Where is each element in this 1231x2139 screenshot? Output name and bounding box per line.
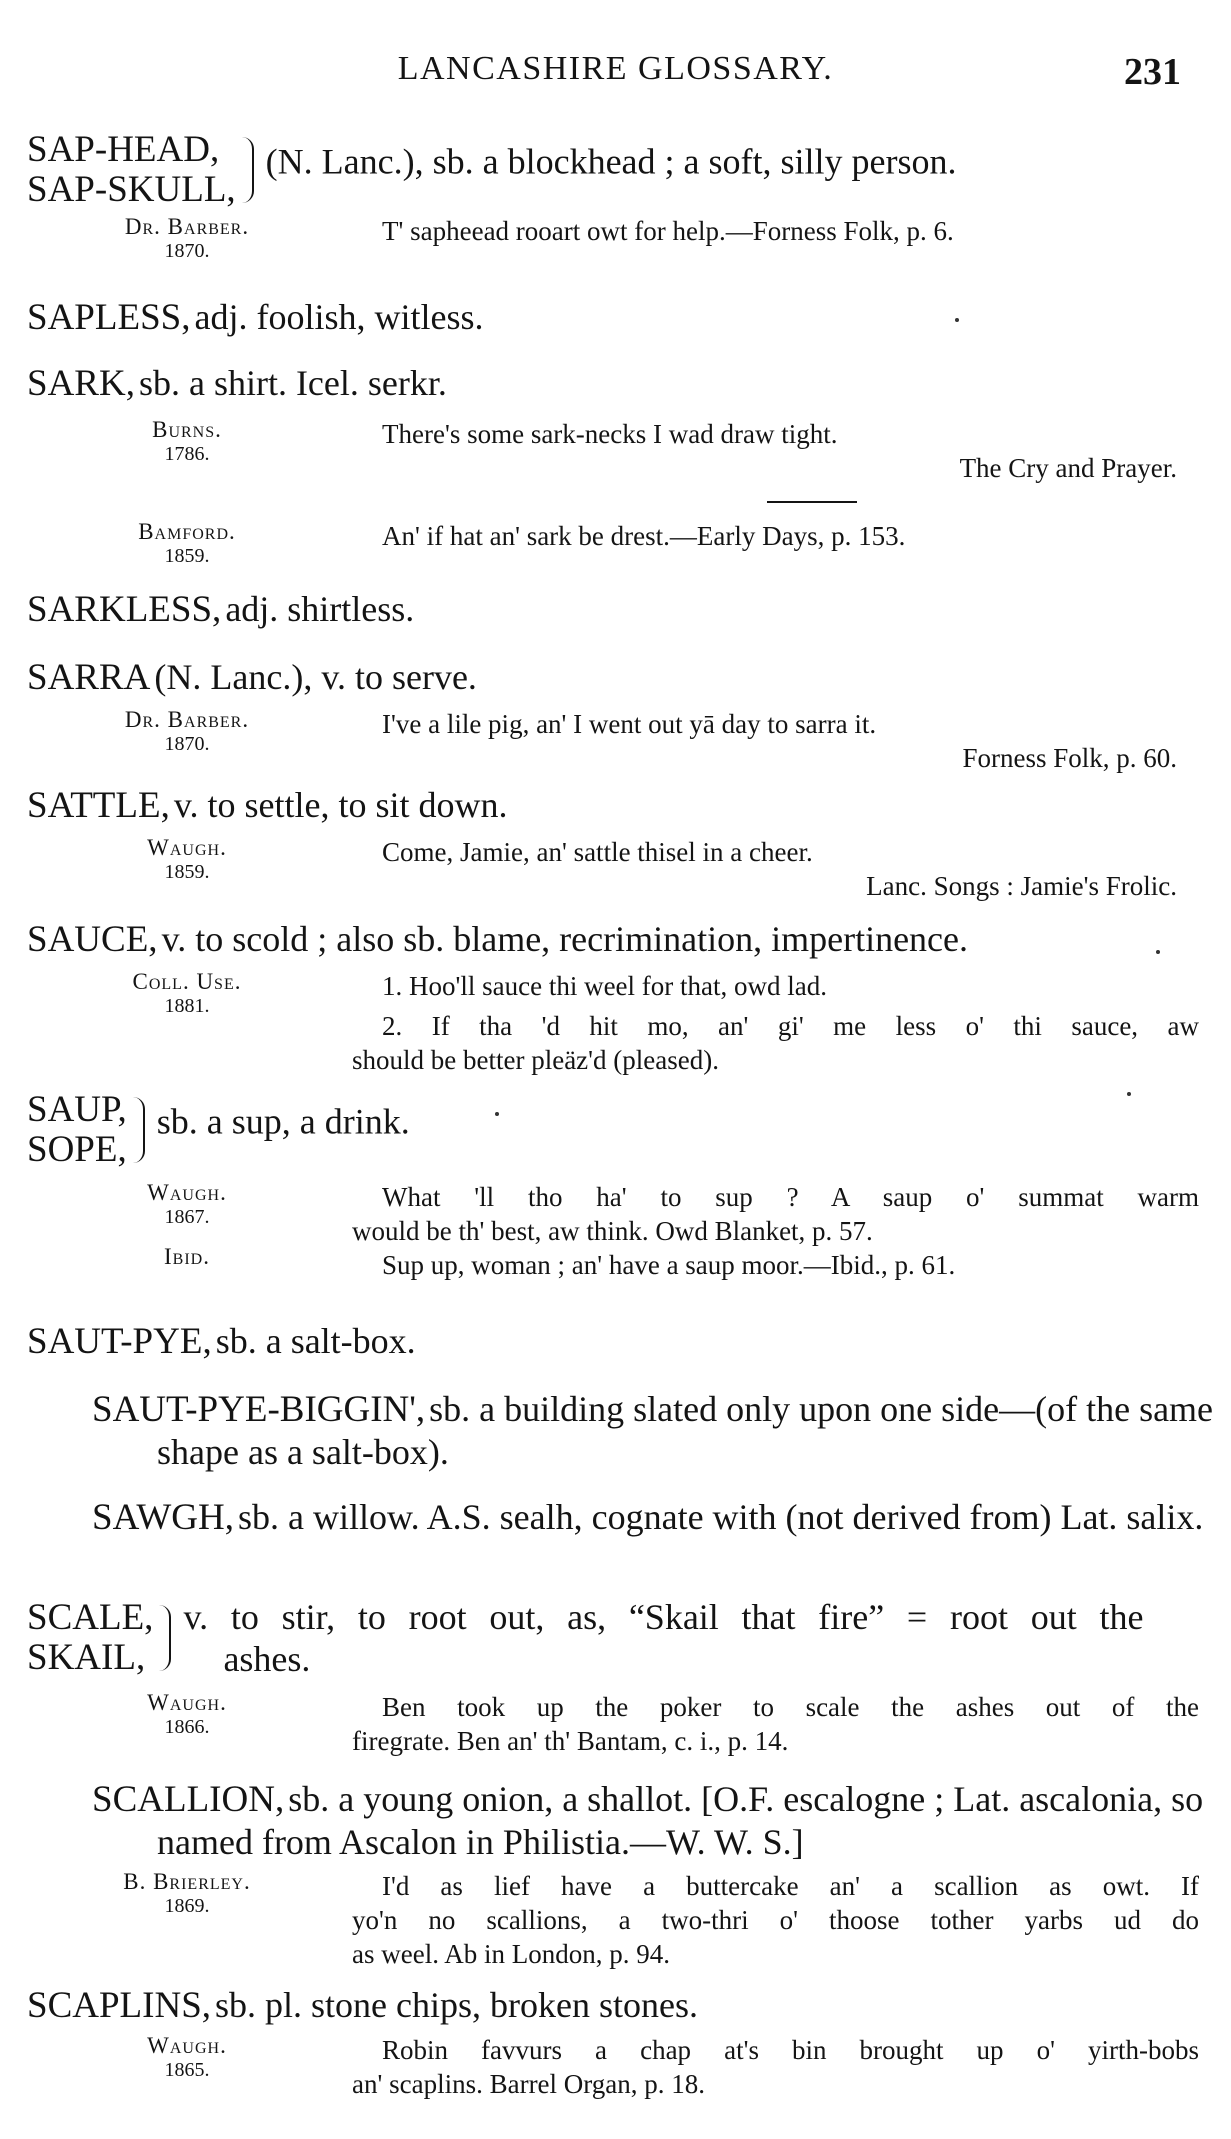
- citation-quote: [352, 1180, 1199, 1282]
- citation-source: [87, 1869, 287, 1917]
- definition: sb. pl. stone chips, broken stones.: [215, 1985, 698, 2025]
- entry-sauce: [27, 918, 1199, 1077]
- print-speck: [495, 1112, 499, 1116]
- definition: sb. a shirt. Icel. serkr.: [138, 363, 447, 403]
- definition: sb. a building slated only upon one side—(of the same shape as a salt-box).: [157, 1389, 1214, 1472]
- headword-group: [27, 130, 236, 210]
- definition: adj. foolish, witless.: [194, 297, 484, 337]
- headword: SCALE,: [27, 1597, 154, 1638]
- definition: sb. a salt-box.: [215, 1321, 416, 1361]
- citation-author: Bamford.: [138, 519, 236, 544]
- quote-text: firegrate. Ben an' th' Bantam, c. i., p. 14.: [352, 1726, 789, 1756]
- citation-source: [87, 1180, 287, 1228]
- quote-source: Forness Folk, p. 60.: [962, 743, 1177, 773]
- definition: sb. a young onion, a shallot. [O.F. escalogne ; Lat. ascalonia, so named from Ascalon in Philistia.—W. W. S.]: [157, 1779, 1204, 1862]
- citation-year: 1859.: [164, 861, 210, 883]
- headword: SARK,: [27, 363, 135, 404]
- headword: SCAPLINS,: [27, 1985, 212, 2026]
- citation-author: Waugh.: [147, 835, 227, 860]
- quote-text: Sup up, woman ; an' have a saup moor.—Ibid., p. 61.: [382, 1250, 956, 1280]
- citation-year: 1870.: [164, 733, 210, 755]
- definition: sb. a sup, a drink.: [156, 1101, 410, 1142]
- definition: ashes.: [223, 1639, 311, 1679]
- citation-author: Waugh.: [147, 2033, 227, 2058]
- entry-saup: [27, 1090, 1199, 1282]
- running-head: [0, 50, 1231, 100]
- citation-author: Ibid.: [164, 1244, 210, 1269]
- quote-text: as weel. Ab in London, p. 94.: [352, 1939, 670, 1969]
- citation: [27, 519, 1199, 575]
- quote-source: The Cry and Prayer.: [959, 453, 1177, 483]
- headword: SOPE,: [27, 1129, 127, 1170]
- citation-quote: T' sapheead rooart owt for help.—Forness Folk, p. 6.: [382, 216, 954, 246]
- citation-year: 1870.: [164, 240, 210, 262]
- entry-sarkless: [27, 588, 1199, 631]
- citation-year: 1866.: [164, 1716, 210, 1738]
- citation-author: Dr. Barber.: [124, 214, 250, 239]
- brace: [133, 1097, 145, 1163]
- quote-text: should be better pleäz'd (pleased).: [352, 1045, 719, 1075]
- citation-source: [87, 1690, 287, 1738]
- entry-sawgh: [92, 1496, 1231, 1539]
- citation-source: [87, 417, 287, 465]
- citation: [27, 969, 1199, 1077]
- entry-sap-head: [27, 130, 1199, 270]
- print-speck: [1156, 950, 1160, 954]
- headword: SATTLE,: [27, 785, 170, 826]
- headword-group: [27, 1598, 153, 1678]
- headword: SAUT-PYE,: [27, 1321, 212, 1362]
- quote-text: would be th' best, aw think. Owd Blanket, p. 57.: [352, 1216, 873, 1246]
- citation-author: Coll. Use.: [132, 969, 242, 994]
- definition: v. to stir, to root out, as, “Skail that fire” = root out the: [183, 1597, 1144, 1637]
- citation-source: [87, 214, 287, 262]
- citation-year: 1859.: [164, 545, 210, 567]
- headword: SAUCE,: [27, 919, 158, 960]
- quote-text: 1. Hoo'll sauce thi weel for that, owd lad.: [382, 971, 827, 1001]
- page-title: LANCASHIRE GLOSSARY.: [397, 50, 834, 87]
- entry-scallion: [27, 1778, 1204, 1971]
- headword: SAP-SKULL,: [27, 169, 236, 210]
- citation-quote: [352, 1869, 1199, 1971]
- definition-block: [183, 1596, 1143, 1680]
- quote-text: Ben took up the poker to scale the ashes out of the: [382, 1692, 1199, 1722]
- citation-author: B. Brierley.: [123, 1869, 251, 1894]
- citation-quote: [382, 835, 1199, 903]
- quote-text: 2. If tha 'd hit mo, an' gi' me less o' thi sauce, aw: [382, 1011, 1199, 1041]
- entry-saut-pye-biggin: [92, 1388, 1231, 1473]
- brace: [159, 1605, 171, 1671]
- quote-text: Robin favvurs a chap at's bin brought up o' yirth-bobs: [382, 2035, 1199, 2065]
- quote-text: I'd as lief have a buttercake an' a scallion as owt. If: [382, 1871, 1199, 1901]
- entry-saut-pye: [27, 1320, 1199, 1363]
- entry-scale: [27, 1596, 1199, 1758]
- page-number: 231: [1124, 51, 1181, 93]
- entry-sarra: [27, 656, 1199, 775]
- citation-source: [87, 519, 287, 567]
- citation-quote: [352, 1690, 1199, 1758]
- entry-scaplins: [27, 1984, 1199, 2101]
- citation-year: 1869.: [164, 1895, 210, 1917]
- headword: SCALLION,: [92, 1779, 285, 1820]
- headword: SAUP,: [27, 1089, 127, 1130]
- citation-author: Burns.: [152, 417, 222, 442]
- definition: (N. Lanc.), v. to serve.: [154, 657, 477, 697]
- quote-source: Lanc. Songs : Jamie's Frolic.: [866, 871, 1177, 901]
- citation-author: Waugh.: [147, 1180, 227, 1205]
- headword: SARKLESS,: [27, 589, 222, 630]
- quote-text: There's some sark-necks I wad draw tight.: [382, 419, 838, 449]
- quote-text: yo'n no scallions, a two-thri o' thoose tother yarbs ud do: [352, 1905, 1199, 1935]
- citation: [27, 835, 1199, 903]
- print-speck: [1127, 1092, 1131, 1096]
- citation-author: Dr. Barber.: [124, 707, 250, 732]
- entry-sark: [27, 362, 1199, 575]
- citation-quote: [382, 707, 1199, 775]
- quote-text: What 'll tho ha' to sup ? A saup o' summat warm: [382, 1182, 1199, 1212]
- citation-year: 1786.: [164, 443, 210, 465]
- citation-year: 1867.: [164, 1206, 210, 1228]
- citation-year: 1865.: [164, 2059, 210, 2081]
- headword: SAWGH,: [92, 1497, 234, 1538]
- citation-source: [87, 969, 287, 1017]
- citation: [27, 1180, 1199, 1282]
- citation: [27, 1690, 1199, 1758]
- brace: [242, 137, 254, 203]
- citation-year: 1881.: [164, 995, 210, 1017]
- definition: (N. Lanc.), sb. a blockhead ; a soft, silly person.: [265, 141, 957, 182]
- definition: adj. shirtless.: [225, 589, 415, 629]
- citation: [27, 1869, 1199, 1971]
- divider-rule: [767, 501, 857, 503]
- quote-text: an' scaplins. Barrel Organ, p. 18.: [352, 2069, 706, 2099]
- citation: [27, 417, 1199, 485]
- definition: v. to scold ; also sb. blame, recrimination, impertinence.: [161, 919, 969, 959]
- headword: SAPLESS,: [27, 297, 191, 338]
- entry-sapless: [27, 296, 1199, 339]
- citation-author: Waugh.: [147, 1690, 227, 1715]
- citation-quote: [382, 417, 1199, 485]
- headword: SAUT-PYE-BIGGIN',: [92, 1389, 426, 1430]
- quote-text: I've a lile pig, an' I went out yā day to sarra it.: [382, 709, 877, 739]
- entry-head: [92, 1778, 1231, 1863]
- citation-source: [87, 835, 287, 883]
- citation-source: [87, 1244, 287, 1270]
- print-speck: [955, 318, 959, 322]
- citation-quote: An' if hat an' sark be drest.—Early Days, p. 153.: [382, 521, 906, 551]
- headword-group: [27, 1090, 127, 1170]
- headword: SARRA: [27, 657, 151, 698]
- citation-source: [87, 2033, 287, 2081]
- definition: sb. a willow. A.S. sealh, cognate with (not derived from) Lat. salix.: [237, 1497, 1204, 1537]
- citation-quote: [352, 969, 1199, 1077]
- quote-text: Come, Jamie, an' sattle thisel in a cheer.: [382, 837, 813, 867]
- citation: [27, 214, 1199, 270]
- citation: [27, 707, 1199, 775]
- citation-quote: [352, 2033, 1199, 2101]
- headword: SAP-HEAD,: [27, 129, 220, 170]
- definition: v. to settle, to sit down.: [173, 785, 508, 825]
- entry-sattle: [27, 784, 1199, 903]
- citation: [27, 2033, 1199, 2101]
- citation-source: [87, 707, 287, 755]
- headword: SKAIL,: [27, 1637, 146, 1678]
